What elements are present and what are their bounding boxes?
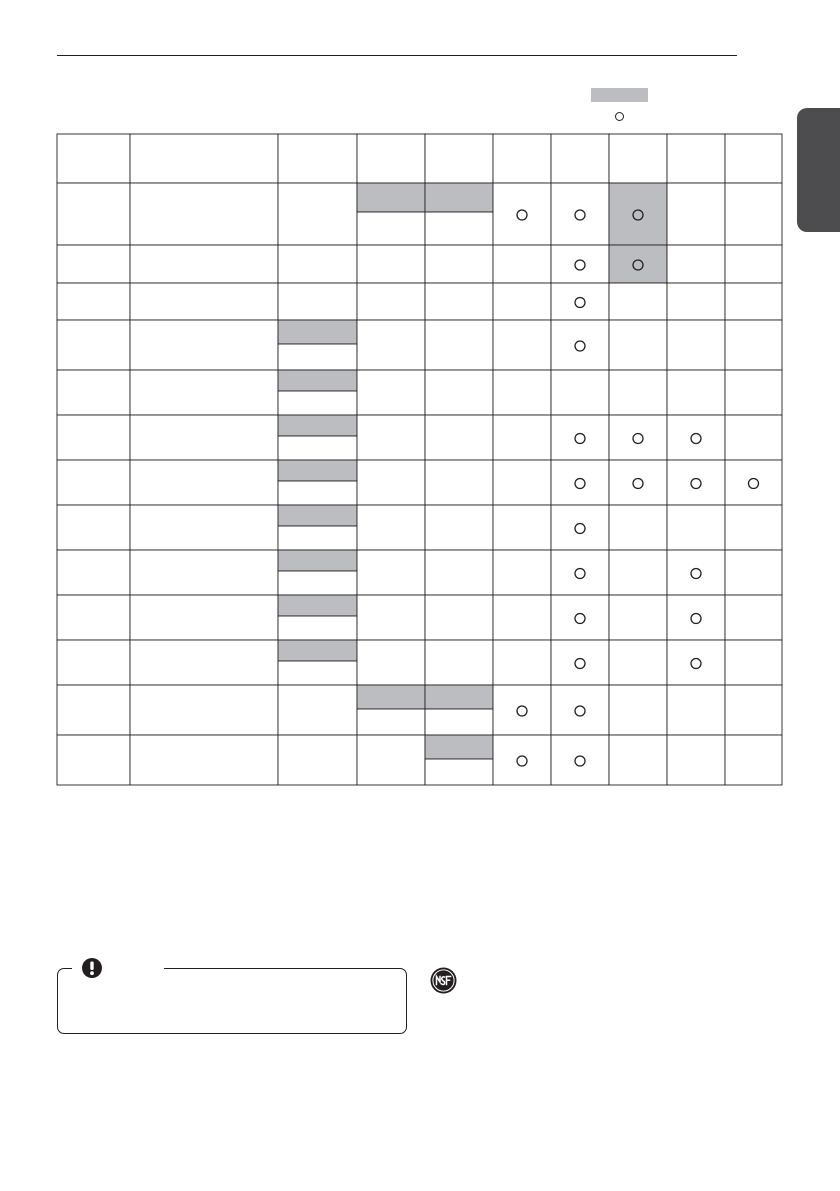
table-cell: [551, 505, 609, 550]
table-cell: [57, 415, 130, 460]
table-cell: [357, 505, 425, 550]
table-cell: [725, 283, 782, 320]
header-cell: [357, 134, 425, 183]
table-cell: [278, 283, 357, 320]
table-subcell: [278, 370, 357, 391]
table-cell: [493, 245, 551, 283]
table-cell: [725, 685, 782, 735]
table-cell: [609, 370, 667, 415]
table-cell: [57, 370, 130, 415]
table-cell: [57, 245, 130, 283]
table-subcell: [278, 595, 357, 616]
table-subcell: [278, 344, 357, 370]
table-cell: [725, 370, 782, 415]
table-cell: [609, 320, 667, 370]
table-cell: [357, 283, 425, 320]
table-cell: [725, 735, 782, 785]
table-cell: [425, 550, 493, 595]
table-cell: [130, 735, 278, 785]
table-cell: [278, 735, 357, 785]
header-cell: [493, 134, 551, 183]
table-subcell: [425, 709, 493, 735]
table-cell: [725, 183, 782, 245]
table-cell: [609, 505, 667, 550]
table-subcell: [357, 212, 425, 245]
table-cell: [725, 505, 782, 550]
table-cell: [130, 283, 278, 320]
table-cell: [609, 685, 667, 735]
table-cell: [725, 415, 782, 460]
header-cell: [130, 134, 278, 183]
table-cell: [551, 320, 609, 370]
table-cell: [357, 735, 425, 785]
header-cell: [551, 134, 609, 183]
table-cell: [130, 685, 278, 735]
table-cell: [493, 183, 551, 245]
table-subcell: [278, 616, 357, 640]
header-cell: [725, 134, 782, 183]
table-cell: [130, 505, 278, 550]
table-subcell: [278, 436, 357, 460]
table-cell: [425, 595, 493, 640]
table-cell: [667, 735, 725, 785]
table-cell: [57, 505, 130, 550]
table-cell: [357, 595, 425, 640]
table-cell: [551, 245, 609, 283]
table-cell: [551, 550, 609, 595]
table-subcell: [278, 320, 357, 344]
table-cell: [667, 245, 725, 283]
table-cell: [357, 370, 425, 415]
table-cell: [551, 460, 609, 505]
table-cell: [357, 640, 425, 685]
table-cell: [357, 415, 425, 460]
table-cell: [609, 183, 667, 245]
table-cell: [609, 640, 667, 685]
table-cell: [130, 245, 278, 283]
table-cell: [57, 320, 130, 370]
table-subcell: [278, 526, 357, 550]
table-subcell: [357, 685, 425, 709]
table-cell: [493, 685, 551, 735]
table-cell: [609, 460, 667, 505]
table-cell: [57, 685, 130, 735]
table-cell: [278, 685, 357, 735]
header-cell: [667, 134, 725, 183]
table-subcell: [425, 212, 493, 245]
table-cell: [425, 415, 493, 460]
table-cell: [551, 183, 609, 245]
table-cell: [667, 505, 725, 550]
table-cell: [667, 550, 725, 595]
table-cell: [493, 505, 551, 550]
table-cell: [551, 685, 609, 735]
table-cell: [425, 283, 493, 320]
table-subcell: [278, 640, 357, 661]
table-subcell: [425, 183, 493, 212]
exclamation-icon: [72, 956, 112, 980]
table-cell: [130, 550, 278, 595]
table-cell: [57, 283, 130, 320]
table-cell: [551, 370, 609, 415]
table-subcell: [278, 571, 357, 595]
table-cell: [57, 550, 130, 595]
table-cell: [357, 320, 425, 370]
table-subcell: [278, 415, 357, 436]
table-subcell: [425, 759, 493, 785]
table-subcell: [425, 735, 493, 759]
table-cell: [130, 595, 278, 640]
table-cell: [667, 640, 725, 685]
table-cell: [57, 183, 130, 245]
table-cell: [57, 735, 130, 785]
table-cell: [551, 595, 609, 640]
table-cell: [425, 320, 493, 370]
table-subcell: [357, 183, 425, 212]
table-cell: [425, 640, 493, 685]
header-cell: [57, 134, 130, 183]
table-cell: [725, 640, 782, 685]
table-cell: [609, 735, 667, 785]
table-cell: [667, 183, 725, 245]
table-subcell: [425, 685, 493, 709]
table-cell: [425, 245, 493, 283]
table-cell: [493, 370, 551, 415]
header-cell: [609, 134, 667, 183]
table-subcell: [278, 661, 357, 685]
table-cell: [57, 640, 130, 685]
table-cell: [425, 460, 493, 505]
table-cell: [57, 460, 130, 505]
table-cell: [551, 735, 609, 785]
table-cell: [130, 320, 278, 370]
table-cell: [609, 550, 667, 595]
table-cell: [493, 640, 551, 685]
table-cell: [667, 460, 725, 505]
nsf-logo-icon: [430, 967, 457, 994]
table-cell: [725, 460, 782, 505]
table-cell: [667, 320, 725, 370]
table-cell: [667, 595, 725, 640]
table-cell: [493, 550, 551, 595]
table-cell: [609, 595, 667, 640]
table-cell: [725, 245, 782, 283]
table-cell: [551, 283, 609, 320]
table-cell: [493, 415, 551, 460]
table-cell: [667, 415, 725, 460]
table-cell: [130, 183, 278, 245]
table-cell: [130, 370, 278, 415]
table-cell: [667, 370, 725, 415]
header-cell: [278, 134, 357, 183]
table-cell: [725, 320, 782, 370]
table-cell: [357, 245, 425, 283]
table-cell: [725, 595, 782, 640]
table-cell: [357, 460, 425, 505]
table-subcell: [278, 460, 357, 481]
table-cell: [609, 245, 667, 283]
table-cell: [609, 283, 667, 320]
table-cell: [551, 640, 609, 685]
table-subcell: [278, 550, 357, 571]
table-cell: [493, 595, 551, 640]
table-cell: [130, 640, 278, 685]
table-cell: [357, 550, 425, 595]
table-cell: [725, 550, 782, 595]
table-cell: [278, 183, 357, 245]
table-subcell: [278, 391, 357, 415]
table-cell: [278, 245, 357, 283]
table-cell: [493, 283, 551, 320]
table-cell: [57, 595, 130, 640]
notice-title-gap: [112, 967, 164, 969]
table-cell: [609, 415, 667, 460]
table-cell: [493, 320, 551, 370]
table-subcell: [357, 709, 425, 735]
table-subcell: [278, 481, 357, 505]
table-cell: [425, 370, 493, 415]
table-cell: [551, 415, 609, 460]
table-cell: [130, 460, 278, 505]
table-cell: [493, 460, 551, 505]
table-cell: [493, 735, 551, 785]
table-cell: [130, 415, 278, 460]
table-cell: [667, 283, 725, 320]
table-subcell: [278, 505, 357, 526]
header-cell: [425, 134, 493, 183]
table-cell: [425, 505, 493, 550]
table-cell: [667, 685, 725, 735]
